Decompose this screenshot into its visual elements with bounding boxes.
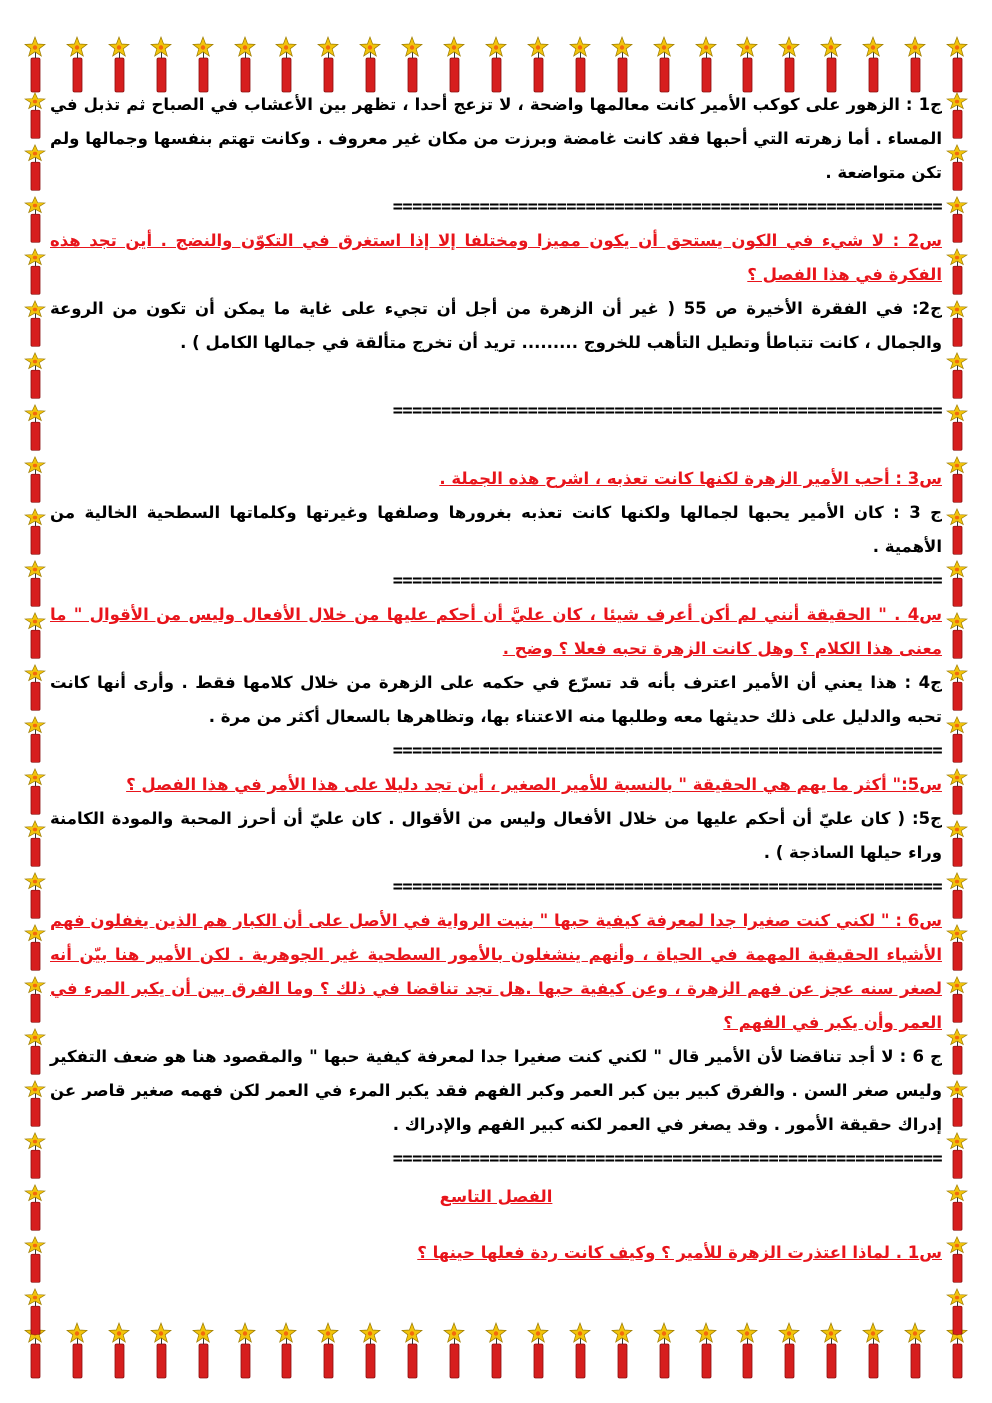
candle-star-icon xyxy=(944,1288,970,1340)
question-6: س6 : " لكني كنت صغيرا جدا لمعرفة كيفية حبها " بنيت الرواية في الأصل على أن الكبار هم الذين يغفلون فهم الأشياء الحقيقية المهمة في الحياة ، وأنهم ينشغلون بالأمور السطحية غير الجوهرية . لكن الأمير هنا بيّن أنه لصغر سنه عجز عن فهم الزهرة ، وعن كيفية حبها .هل تجد تناقضا في ذلك ؟ وما الفرق بين أن يكبر المرء في العمر وأن يكبر في الفهم ؟ xyxy=(50,911,942,1032)
candle-star-icon xyxy=(944,1132,970,1184)
spacer xyxy=(50,428,942,462)
candle-star-icon xyxy=(734,1322,760,1380)
candle-star-icon xyxy=(64,1322,90,1380)
answer-4: ج4 : هذا يعني أن الأمير اعترف بأنه قد تسرّع في حكمه على الزهرة من خلال كلامها فقط . وأرى أنها كانت تحبه والدليل على ذلك حديثها معه وطلبها منه الاعتناء بها، وتظاهرها بالسعال أكثر من مرة . xyxy=(50,673,942,726)
candle-star-icon xyxy=(944,1236,970,1288)
candle-star-icon xyxy=(22,352,48,404)
candle-star-icon xyxy=(944,612,970,664)
candle-star-icon xyxy=(357,36,383,94)
candle-star-icon xyxy=(944,92,970,144)
candle-star-icon xyxy=(399,36,425,94)
candle-star-icon xyxy=(22,768,48,820)
candle-star-icon xyxy=(944,196,970,248)
question-3: س3 : أحب الأمير الزهرة لكنها كانت تعذبه ، اشرح هذه الجملة . xyxy=(439,469,942,488)
candle-star-icon xyxy=(818,36,844,94)
candle-star-icon xyxy=(944,560,970,612)
candle-star-icon xyxy=(944,976,970,1028)
chapter-title: الفصل التاسع xyxy=(439,1187,553,1206)
candle-star-icon xyxy=(399,1322,425,1380)
candle-star-icon xyxy=(944,300,970,352)
candle-star-icon xyxy=(357,1322,383,1380)
candle-star-icon xyxy=(441,36,467,94)
candle-star-icon xyxy=(315,1322,341,1380)
candle-star-icon xyxy=(22,976,48,1028)
candle-star-icon xyxy=(315,36,341,94)
candle-star-icon xyxy=(693,36,719,94)
candle-star-icon xyxy=(148,1322,174,1380)
candle-star-icon xyxy=(22,36,48,94)
candle-star-icon xyxy=(944,820,970,872)
candle-star-icon xyxy=(944,872,970,924)
candle-star-icon xyxy=(860,1322,886,1380)
candle-star-icon xyxy=(190,1322,216,1380)
candle-star-icon xyxy=(525,36,551,94)
candle-star-icon xyxy=(944,1184,970,1236)
question-5: س5:" أكثر ما يهم هي الحقيقة " بالنسبة للأمير الصغير ، أين تجد دليلا على هذا الأمر في هذا الفصل ؟ xyxy=(126,775,942,794)
candle-star-icon xyxy=(944,144,970,196)
candle-star-icon xyxy=(22,820,48,872)
separator-4: ========================================================= xyxy=(392,741,942,761)
candle-star-icon xyxy=(22,716,48,768)
candle-star-icon xyxy=(22,612,48,664)
separator-6: ========================================================= xyxy=(392,1149,942,1169)
candle-star-icon xyxy=(776,1322,802,1380)
candle-star-icon xyxy=(22,1288,48,1340)
candle-star-icon xyxy=(944,508,970,560)
candle-star-icon xyxy=(22,404,48,456)
candle-star-icon xyxy=(22,1184,48,1236)
candle-star-icon xyxy=(567,36,593,94)
candle-star-icon xyxy=(902,1322,928,1380)
separator-1: ========================================================= xyxy=(392,197,942,217)
bottom-candle-border xyxy=(22,1322,970,1380)
candle-star-icon xyxy=(609,1322,635,1380)
candle-star-icon xyxy=(22,196,48,248)
separator-3: ========================================================= xyxy=(392,571,942,591)
candle-star-icon xyxy=(22,560,48,612)
candle-star-icon xyxy=(483,1322,509,1380)
separator-5: ========================================================= xyxy=(392,877,942,897)
question-2: س2 : لا شيء في الكون يستحق أن يكون مميزا ومختلفا إلا إذا استغرق في التكوّن والنضج . أين تجد هذه الفكرة في هذا الفصل ؟ xyxy=(50,231,942,284)
answer-1: ج1 : الزهور على كوكب الأمير كانت معالمها واضحة ، لا تزعج أحدا ، تظهر بين الأعشاب في الصباح ثم تذبل في المساء . أما زهرته التي أحبها فقد كانت غامضة وبرزت من مكان غير معروف . وكانت تهتم بنفسها وجمالها ولم تكن متواضعة . xyxy=(50,95,942,182)
candle-star-icon xyxy=(273,36,299,94)
candle-star-icon xyxy=(776,36,802,94)
answer-3: ج 3 : كان الأمير يحبها لجمالها ولكنها كانت تعذبه بغرورها وصلفها وغيرتها وكلماتها السطحية الخالية من الأهمية . xyxy=(50,503,942,556)
left-candle-border xyxy=(22,92,48,1318)
candle-star-icon xyxy=(944,404,970,456)
candle-star-icon xyxy=(902,36,928,94)
question-4: س4 . " الحقيقة أنني لم أكن أعرف شيئا ، كان عليَّ أن أحكم عليها من خلال الأفعال وليس من الأقوال " ما معنى هذا الكلام ؟ وهل كانت الزهرة تحبه فعلا ؟ وضح . xyxy=(50,605,942,658)
separator-2: ========================================================= xyxy=(392,401,942,421)
candle-star-icon xyxy=(944,456,970,508)
candle-star-icon xyxy=(232,1322,258,1380)
document-body xyxy=(50,88,942,1270)
candle-star-icon xyxy=(525,1322,551,1380)
candle-star-icon xyxy=(22,924,48,976)
candle-star-icon xyxy=(64,36,90,94)
answer-6: ج 6 : لا أجد تناقضا لأن الأمير قال " لكني كنت صغيرا جدا لمعرفة كيفية حبها " والمقصود هنا هو ضعف التفكير وليس صغر السن . والفرق كبير بين كبر العمر وكبر الفهم فقد يكبر المرء في العمر لكن فهمه صغير قاصر عن إدراك حقيقة الأمور . وقد يصغر في العمر لكنه كبير الفهم والإدراك . xyxy=(50,1047,942,1134)
answer-2: ج2: في الفقرة الأخيرة ص 55 ( غير أن الزهرة من أجل أن تجيء على غاية ما يمكن أن تكون من الروعة والجمال ، كانت تتباطأ وتطيل التأهب للخروج ......... تريد أن تخرج متألقة في جمالها الكامل ) . xyxy=(50,299,942,352)
spacer xyxy=(50,360,942,394)
candle-star-icon xyxy=(22,300,48,352)
candle-star-icon xyxy=(22,92,48,144)
candle-star-icon xyxy=(651,36,677,94)
candle-star-icon xyxy=(818,1322,844,1380)
candle-star-icon xyxy=(22,872,48,924)
candle-star-icon xyxy=(148,36,174,94)
candle-star-icon xyxy=(609,36,635,94)
candle-star-icon xyxy=(232,36,258,94)
candle-star-icon xyxy=(944,664,970,716)
candle-star-icon xyxy=(22,1236,48,1288)
candle-star-icon xyxy=(944,352,970,404)
candle-star-icon xyxy=(106,36,132,94)
candle-star-icon xyxy=(693,1322,719,1380)
candle-star-icon xyxy=(651,1322,677,1380)
candle-star-icon xyxy=(22,248,48,300)
candle-star-icon xyxy=(483,36,509,94)
candle-star-icon xyxy=(106,1322,132,1380)
candle-star-icon xyxy=(22,1028,48,1080)
candle-star-icon xyxy=(22,508,48,560)
candle-star-icon xyxy=(567,1322,593,1380)
answer-5: ج5: ( كان عليّ أن أحكم عليها من خلال الأفعال وليس من الأقوال . كان عليّ أن أحرز المحبة والمودة الكامنة وراء حيلها الساذجة ) . xyxy=(50,809,942,862)
candle-star-icon xyxy=(944,36,970,94)
candle-star-icon xyxy=(944,924,970,976)
candle-star-icon xyxy=(190,36,216,94)
candle-star-icon xyxy=(944,248,970,300)
candle-star-icon xyxy=(944,768,970,820)
candle-star-icon xyxy=(734,36,760,94)
candle-star-icon xyxy=(22,456,48,508)
candle-star-icon xyxy=(22,1132,48,1184)
candle-star-icon xyxy=(944,1028,970,1080)
candle-star-icon xyxy=(944,716,970,768)
chapter-question-1: س1 . لماذا اعتذرت الزهرة للأمير ؟ وكيف كانت ردة فعلها حينها ؟ xyxy=(417,1243,942,1262)
candle-star-icon xyxy=(273,1322,299,1380)
candle-star-icon xyxy=(22,664,48,716)
candle-star-icon xyxy=(860,36,886,94)
right-candle-border xyxy=(944,92,970,1318)
candle-star-icon xyxy=(441,1322,467,1380)
candle-star-icon xyxy=(22,1080,48,1132)
top-candle-border xyxy=(22,36,970,94)
candle-star-icon xyxy=(944,1080,970,1132)
candle-star-icon xyxy=(22,144,48,196)
